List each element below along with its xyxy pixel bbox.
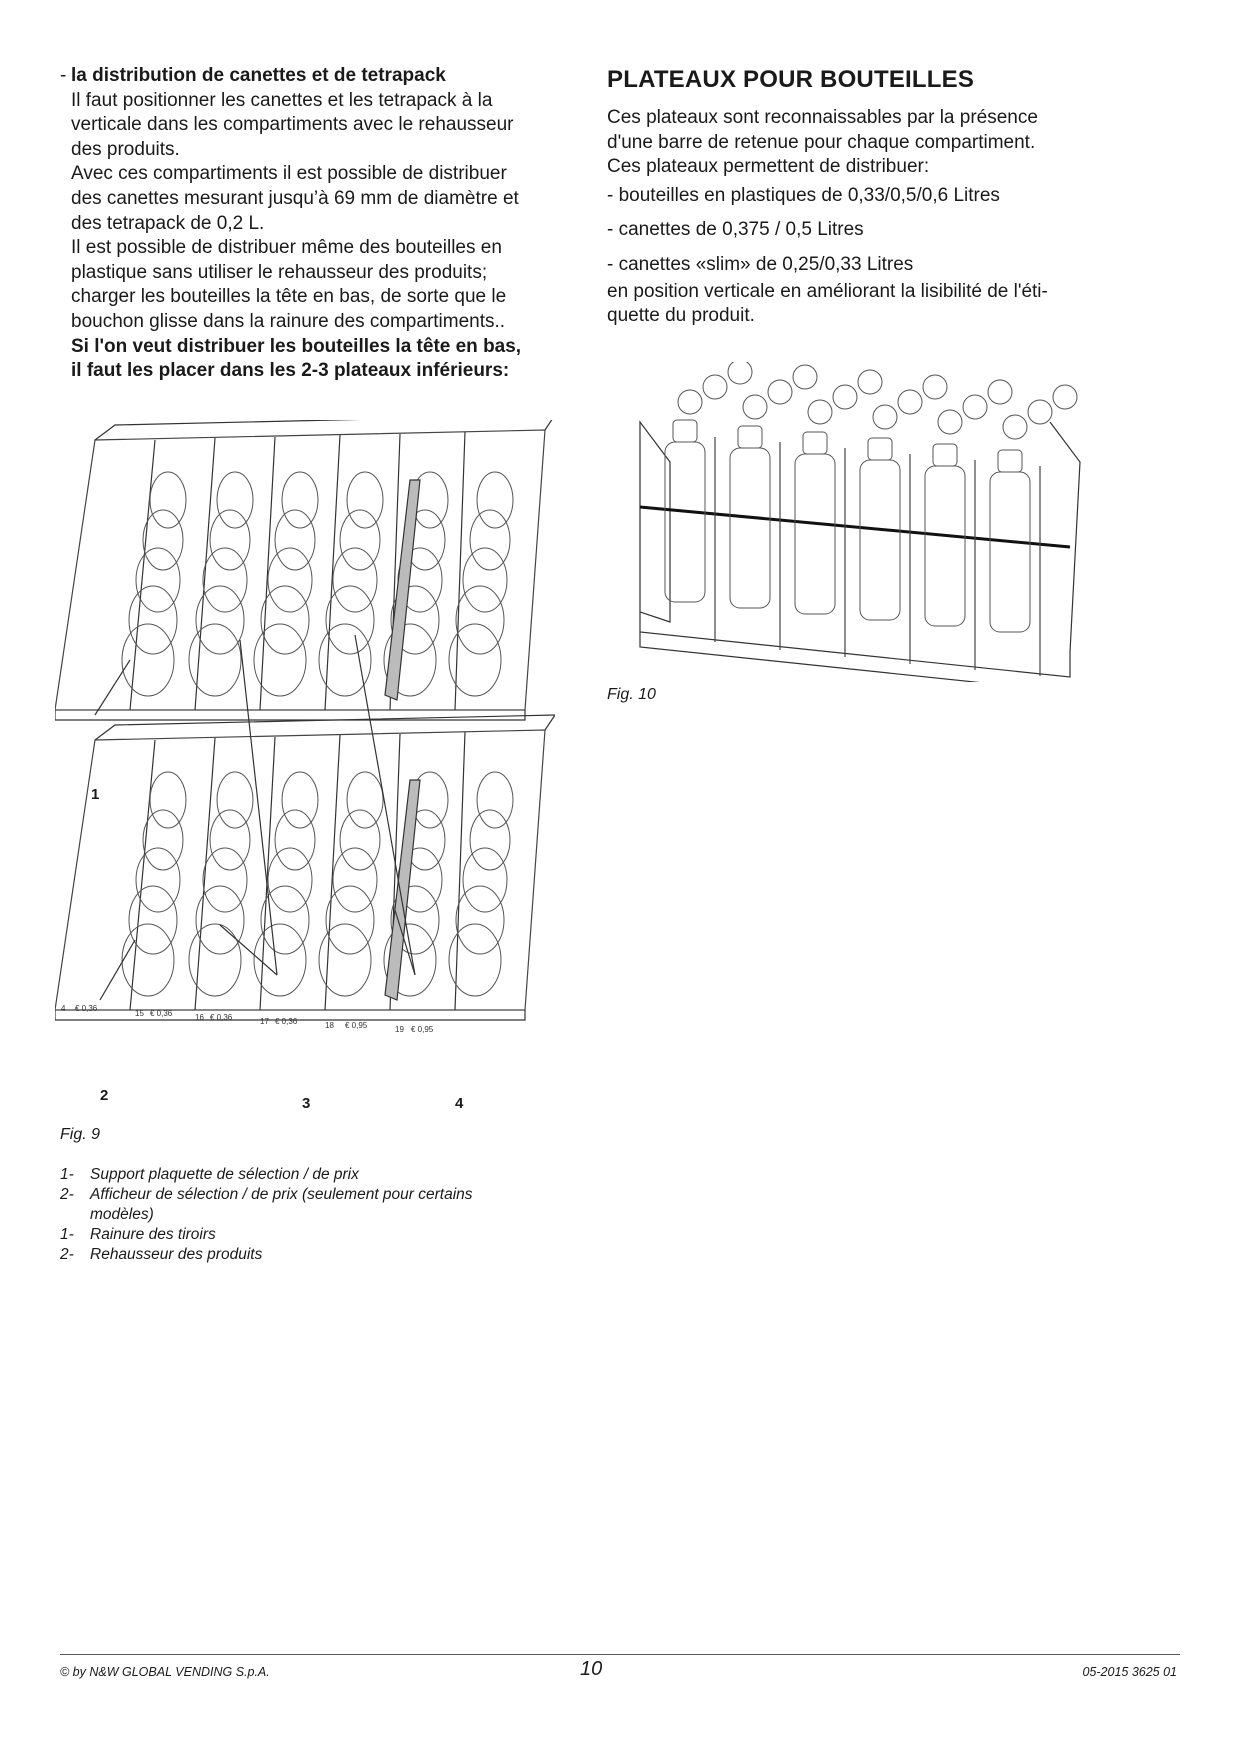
figure-10-label: Fig. 10: [607, 686, 656, 703]
price-tag-number: 4: [61, 1004, 66, 1013]
body-line: Il faut positionner les canettes et les tetrapack à la: [71, 89, 493, 111]
body-line: des canettes mesurant jusqu’à 69 mm de diamètre et: [71, 187, 519, 209]
footer-doc-code: 05-2015 3625 01: [1082, 1665, 1177, 1679]
legend-number: 2-: [60, 1186, 74, 1203]
page-number: 10: [580, 1658, 603, 1680]
bottle-tray-drawing: [620, 362, 1090, 682]
body-line: Il est possible de distribuer même des bouteilles en: [71, 237, 502, 259]
legend-text: Afficheur de sélection / de prix (seulement pour certains: [90, 1186, 473, 1203]
legend-text: modèles): [90, 1206, 154, 1223]
legend-item: [60, 1205, 540, 1225]
right-column: [607, 64, 1097, 329]
bold-note-line: Si l'on veut distribuer les bouteilles la tête en bas,: [71, 335, 522, 357]
body-line: bouchon glisse dans la rainure des compartiments..: [71, 310, 506, 332]
bullet-item: - canettes de 0,375 / 0,5 Litres: [607, 219, 864, 241]
bold-note-line: il faut les placer dans les 2-3 plateaux inférieurs:: [71, 360, 510, 382]
price-tag-price: € 0,36: [75, 1004, 98, 1013]
body-line: Avec ces compartiments il est possible de distribuer: [71, 163, 507, 185]
figure-legend: [60, 1165, 540, 1265]
price-tag-number: 18: [325, 1021, 334, 1030]
body-line: des produits.: [71, 138, 180, 160]
section-heading-line: [60, 64, 580, 89]
body-line: charger les bouteilles la tête en bas, de sorte que le: [71, 286, 507, 308]
price-tag-price: € 0,36: [210, 1013, 233, 1022]
intro-line: Ces plateaux permettent de distribuer:: [607, 156, 930, 178]
price-tag-price: € 0,95: [345, 1021, 368, 1030]
price-tag-price: € 0,95: [411, 1025, 434, 1034]
price-tag-number: 19: [395, 1025, 404, 1034]
legend-number: 1-: [60, 1166, 74, 1183]
legend-number: [60, 1205, 90, 1225]
body-line: verticale dans les compartiments avec le rehausseur: [71, 114, 514, 136]
legend-number: 2-: [60, 1246, 74, 1263]
callout-2: 2: [100, 1087, 109, 1104]
lower-tray: [55, 715, 555, 1020]
legend-item: [60, 1245, 540, 1265]
footer-divider: [60, 1654, 1180, 1655]
closing-line: quette du produit.: [607, 305, 755, 327]
intro-line: Ces plateaux sont reconnaissables par la présence: [607, 107, 1038, 128]
callout-4: 4: [455, 1095, 464, 1112]
callout-3: 3: [302, 1095, 311, 1112]
figure-9-illustration: [55, 420, 555, 1080]
closing-paragraph: [607, 280, 1097, 329]
body-line: des tetrapack de 0,2 L.: [71, 212, 265, 234]
closing-line: en position verticale en améliorant la lisibilité de l'éti-: [607, 280, 1048, 302]
legend-text: Rehausseur des produits: [90, 1246, 263, 1263]
legend-text: Support plaquette de sélection / de prix: [90, 1166, 359, 1183]
spiral-trays-drawing: [55, 420, 555, 1080]
price-tag-price: € 0,36: [150, 1009, 173, 1018]
upper-tray: [55, 420, 555, 720]
left-body: [60, 89, 580, 384]
bullet-item: - bouteilles en plastiques de 0,33/0,5/0,6 Litres: [607, 184, 1000, 206]
section-title: PLATEAUX POUR BOUTEILLES: [607, 66, 975, 93]
legend-item: [60, 1185, 540, 1205]
bullet-item: - canettes «slim» de 0,25/0,33 Litres: [607, 253, 914, 275]
callout-1: 1: [91, 786, 100, 803]
intro-line: d'une barre de retenue pour chaque compartiment.: [607, 131, 1036, 153]
legend-item: [60, 1225, 540, 1245]
intro-paragraph: [607, 106, 1097, 180]
figure-9-label: Fig. 9: [60, 1126, 101, 1143]
price-tag-price: € 0,36: [275, 1017, 298, 1026]
legend-item: [60, 1165, 540, 1185]
left-column: [60, 64, 580, 384]
footer-copyright: © by N&W GLOBAL VENDING S.p.A.: [60, 1665, 270, 1679]
section-heading: la distribution de canettes et de tetrapack: [71, 65, 446, 86]
price-tag-number: 15: [135, 1009, 144, 1018]
legend-text: Rainure des tiroirs: [90, 1226, 216, 1243]
heading-dash: -: [60, 65, 67, 86]
body-line: plastique sans utiliser le rehausseur des produits;: [71, 261, 488, 283]
figure-10-illustration: [620, 362, 1090, 682]
price-tag-number: 17: [260, 1017, 269, 1026]
price-tag-number: 16: [195, 1013, 204, 1022]
legend-number: 1-: [60, 1226, 74, 1243]
